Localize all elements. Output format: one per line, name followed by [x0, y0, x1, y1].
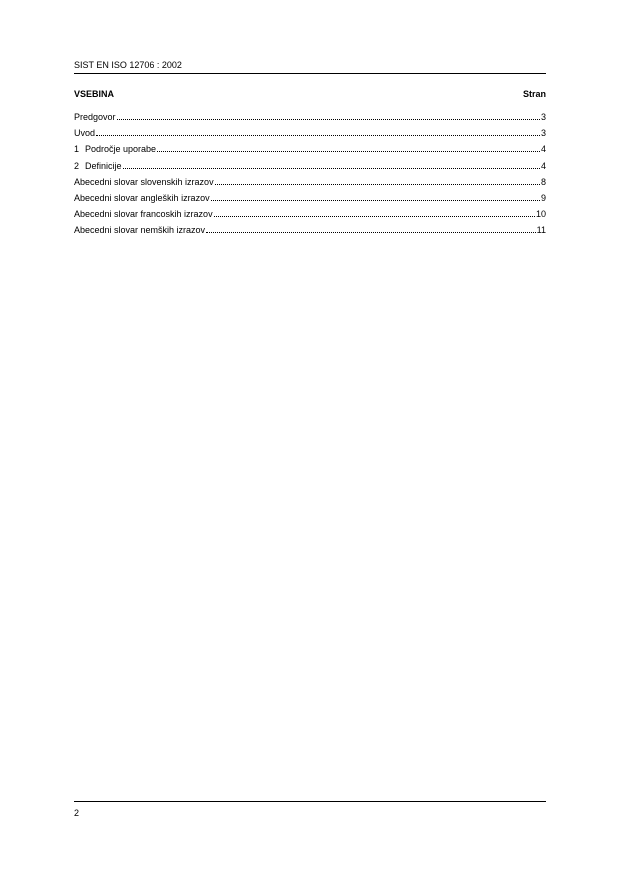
toc-leader-dots: [117, 111, 540, 120]
footer-divider: [74, 801, 546, 802]
toc-heading: VSEBINA: [74, 89, 115, 99]
toc-entry-title: Abecedni slovar francoskih izrazov: [74, 209, 213, 220]
toc-entry-page: 4: [540, 160, 546, 171]
toc-entry-number: 1: [74, 144, 80, 155]
toc-entry[interactable]: [74, 208, 546, 224]
toc-entry-page: 4: [540, 144, 546, 155]
standard-identifier: SIST EN ISO 12706 : 2002: [74, 60, 182, 70]
header-divider: [74, 73, 546, 74]
toc-entry-page: 10: [535, 209, 546, 220]
toc-leader-dots: [211, 192, 540, 201]
toc-leader-dots: [96, 127, 540, 136]
toc-entry-title-group: [74, 144, 156, 155]
toc-entry-title-group: [74, 161, 122, 172]
toc-entry-page: 11: [536, 225, 546, 236]
toc-entry-title: Uvod: [74, 128, 96, 139]
toc-entry-number: 2: [74, 160, 80, 171]
toc-entry-title: Predgovor: [74, 112, 116, 122]
toc-entry-page: 3: [540, 128, 546, 139]
toc-entry-title: Abecedni slovar angleških izrazov: [74, 192, 210, 203]
toc-entry-page: 8: [540, 176, 546, 187]
toc-entry-title: Definicije: [85, 160, 122, 171]
toc-entry[interactable]: [74, 224, 546, 240]
toc-leader-dots: [206, 224, 536, 233]
toc-entry[interactable]: [74, 192, 546, 208]
page-number: 2: [74, 808, 80, 818]
toc-page-column-label: Stran: [522, 89, 546, 99]
toc-entry[interactable]: [74, 143, 546, 159]
toc-leader-dots: [214, 208, 535, 217]
toc-entry-title: Abecedni slovar slovenskih izrazov: [74, 176, 214, 187]
toc-leader-dots: [215, 176, 540, 185]
toc-leader-dots: [123, 160, 540, 169]
toc-entry[interactable]: [74, 176, 546, 192]
toc-leader-dots: [157, 143, 540, 152]
toc-entry[interactable]: [74, 127, 546, 143]
toc-entry[interactable]: [74, 160, 546, 176]
toc-entry-title: Področje uporabe: [85, 144, 157, 155]
toc-entry[interactable]: [74, 111, 546, 127]
toc-entry-page: 3: [540, 112, 546, 122]
toc-entry-title: Abecedni slovar nemških izrazov: [74, 225, 206, 236]
toc-list: [74, 111, 546, 241]
toc-heading-row: [74, 89, 546, 99]
toc-entry-page: 9: [540, 192, 546, 203]
